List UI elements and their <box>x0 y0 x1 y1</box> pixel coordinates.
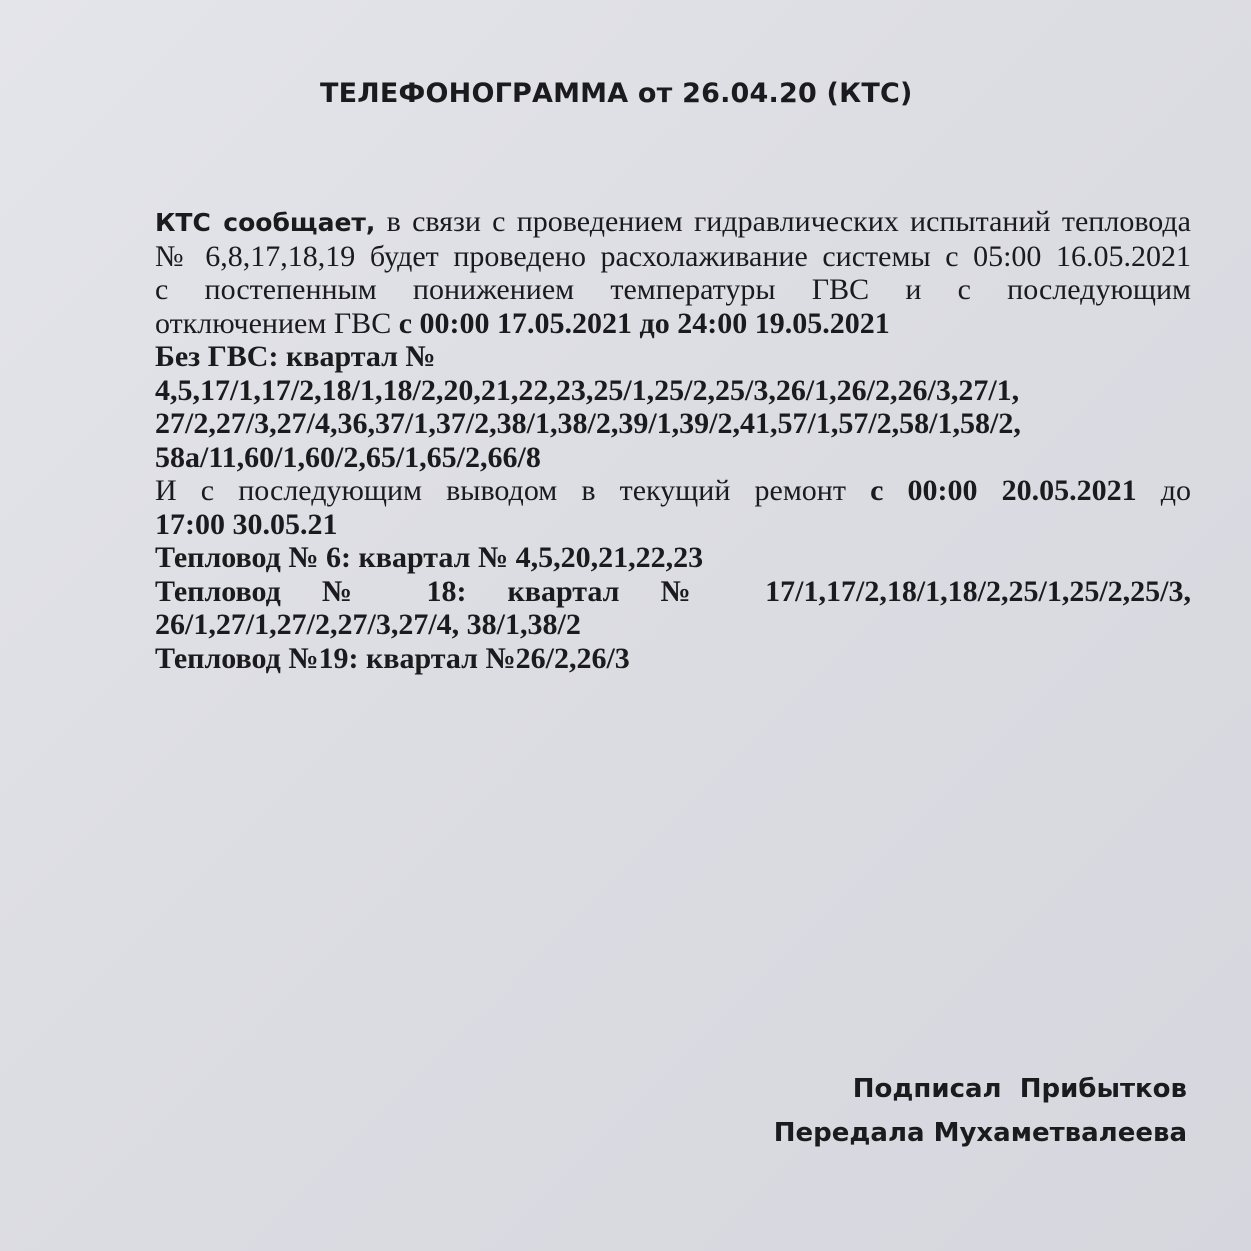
message-body <box>155 205 1191 675</box>
shutdown-period: с 00:00 17.05.2021 до 24:00 19.05.2021 <box>398 306 890 340</box>
pipeline-19: Тепловод №19: квартал №26/2,26/3 <box>155 641 630 675</box>
paragraph1-line1-rest: в связи с проведением гидравлических испытаний тепловода <box>375 205 1191 238</box>
no-hot-water-label: Без ГВС: квартал № <box>155 340 436 373</box>
pipeline-18-line2: 26/1,27/1,27/2,27/3,27/4, 38/1,38/2 <box>155 608 581 641</box>
repair-prefix: И с последующим выводом в текущий ремонт <box>155 474 871 507</box>
paragraph1-lead: КТС сообщает, <box>155 208 376 237</box>
paragraph1-line3: с постепенным понижением температуры ГВС и с последующим <box>155 273 1191 306</box>
signed-by: Подписал Прибытков <box>852 1074 1187 1104</box>
no-hot-water-line3: 58а/11,60/1,60/2,65/1,65/2,66/8 <box>155 440 541 474</box>
repair-start: с 00:00 20.05.2021 <box>870 474 1137 507</box>
no-hot-water-line2: 27/2,27/3,27/4,36,37/1,37/2,38/1,38/2,39/1,39/2,41,57/1,57/2,58/1,58/2, <box>155 407 1021 440</box>
paragraph1-line4 <box>155 307 1191 341</box>
repair-end: 17:00 30.05.21 <box>155 507 338 541</box>
signature-block <box>774 1067 1187 1155</box>
paragraph1-line4-prefix: отключением ГВС <box>155 306 399 340</box>
repair-line1 <box>155 474 1191 508</box>
repair-connector: до <box>1136 474 1191 507</box>
document-title: ТЕЛЕФОНОГРАММА от 26.04.20 (КТС) <box>320 78 913 109</box>
transmitted-by: Передала Мухаметвалеева <box>773 1118 1187 1148</box>
paragraph1-line1 <box>155 205 1191 240</box>
pipeline-6: Тепловод № 6: квартал № 4,5,20,21,22,23 <box>155 541 704 574</box>
pipeline-18-line1: Тепловод № 18: квартал № 17/1,17/2,18/1,18/2,25/1,25/2,25/3, <box>155 574 1191 608</box>
paragraph1-line2: № 6,8,17,18,19 будет проведено расхолаживание системы с 05:00 16.05.2021 <box>155 239 1191 273</box>
no-hot-water-line1: 4,5,17/1,17/2,18/1,18/2,20,21,22,23,25/1,25/2,25/3,26/1,26/2,26/3,27/1, <box>155 373 1020 407</box>
